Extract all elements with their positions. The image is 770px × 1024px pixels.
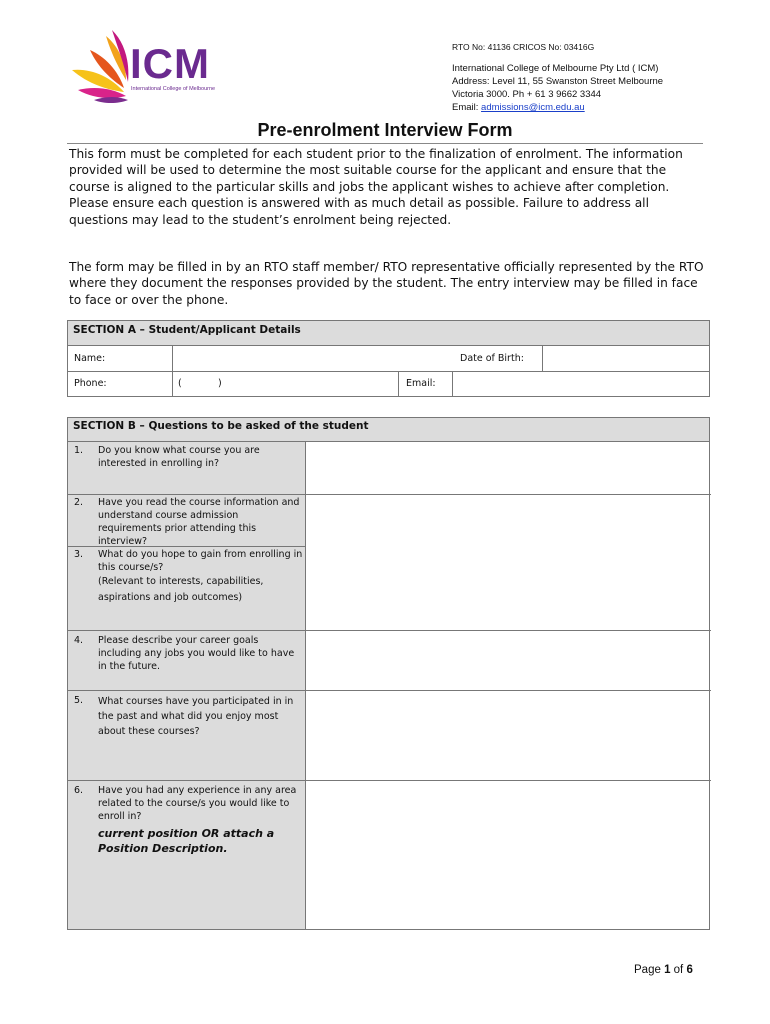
rto-number: RTO No: 41136 CRICOS No: 03416G xyxy=(452,42,595,52)
page-of: of xyxy=(670,964,687,976)
question-text: Please describe your career goals including any jobs you would like to have in the future. xyxy=(98,635,295,672)
answer-field-4[interactable] xyxy=(308,631,709,689)
title-divider xyxy=(67,143,703,144)
row-divider xyxy=(68,546,306,547)
question-number: 3. xyxy=(74,549,84,560)
question-text-block xyxy=(98,784,303,856)
page-current: 1 xyxy=(664,964,671,976)
address-line-1: Address: Level 11, 55 Swanston Street Melbourne xyxy=(452,76,664,87)
question-number: 2. xyxy=(74,497,84,508)
address-line-2: Victoria 3000. Ph + 61 3 9662 3344 xyxy=(452,89,602,100)
question-emphasis: current position OR attach a Position Description. xyxy=(98,827,275,855)
question-extra: (Relevant to interests, capabilities, aspirations and job outcomes) xyxy=(98,576,264,603)
email-field[interactable] xyxy=(454,372,708,395)
phone-field[interactable]: ( ) xyxy=(178,378,222,389)
question-text-block xyxy=(98,548,303,606)
answer-field-1[interactable] xyxy=(308,443,709,493)
question-text: Have you read the course information and understand course admission requirements prior attending this interview? xyxy=(98,497,300,547)
section-a-col-divider xyxy=(398,371,399,396)
intro-text-1a: This form must be completed for each student prior to the finalization of enrolment. The information provided will be used to determine the most suitable course for the applicant and ensure that the course is aligned to the particular skills and jobs the applicant wishes to achieve after completion. xyxy=(69,147,683,194)
dob-label: Date of Birth: xyxy=(460,353,524,364)
page-total: 6 xyxy=(686,964,693,976)
logo-subtitle: International College of Melbourne xyxy=(131,86,216,92)
section-a-col-divider xyxy=(542,346,543,371)
intro-paragraph-1 xyxy=(69,146,709,228)
company-name: International College of Melbourne Pty Ltd ( ICM) xyxy=(452,63,659,74)
question-number: 5. xyxy=(74,695,84,706)
name-label: Name: xyxy=(74,353,106,364)
intro-paragraph-2: The form may be filled in by an RTO staff member/ RTO representative officially represented by the RTO where they document the responses provided by the student. The entry interview may be filled in face to face or over the phone. xyxy=(69,260,704,307)
page-prefix: Page xyxy=(634,964,665,976)
section-a-table xyxy=(67,320,710,397)
section-a-col-divider xyxy=(452,371,453,396)
answer-field-2-3[interactable] xyxy=(308,495,709,629)
question-text: What do you hope to gain from enrolling in this course/s? xyxy=(98,549,303,573)
email-line xyxy=(452,102,585,113)
section-a-col-divider xyxy=(172,346,173,396)
email-link[interactable]: admissions@icm.edu.au xyxy=(481,102,585,113)
section-b-heading: SECTION B – Questions to be asked of the student xyxy=(68,418,709,442)
question-text: Have you had any experience in any area related to the course/s you would like to enroll in? xyxy=(98,785,297,822)
answer-field-5[interactable] xyxy=(308,691,709,779)
question-number: 1. xyxy=(74,445,84,456)
email-label-a: Email: xyxy=(406,378,436,389)
email-label: Email: xyxy=(452,102,482,113)
section-a-heading: SECTION A – Student/Applicant Details xyxy=(68,321,709,346)
intro-text-1b: Please ensure each question is answered with as much detail as possible. Failure to address all questions may lead to the student’s enrolment being rejected. xyxy=(69,196,649,227)
answer-field-6[interactable] xyxy=(308,781,709,929)
phone-label: Phone: xyxy=(74,378,107,389)
question-text: What courses have you participated in in the past and what did you enjoy most about these courses? xyxy=(98,696,294,737)
section-b-table xyxy=(67,417,710,930)
dob-field[interactable] xyxy=(544,347,708,370)
page-number xyxy=(634,964,693,976)
logo-wordmark: ICM xyxy=(130,40,210,87)
question-number: 4. xyxy=(74,635,84,646)
form-title: Pre-enrolment Interview Form xyxy=(257,120,513,140)
question-number: 6. xyxy=(74,785,84,796)
question-text: Do you know what course you are interested in enrolling in? xyxy=(98,445,260,469)
